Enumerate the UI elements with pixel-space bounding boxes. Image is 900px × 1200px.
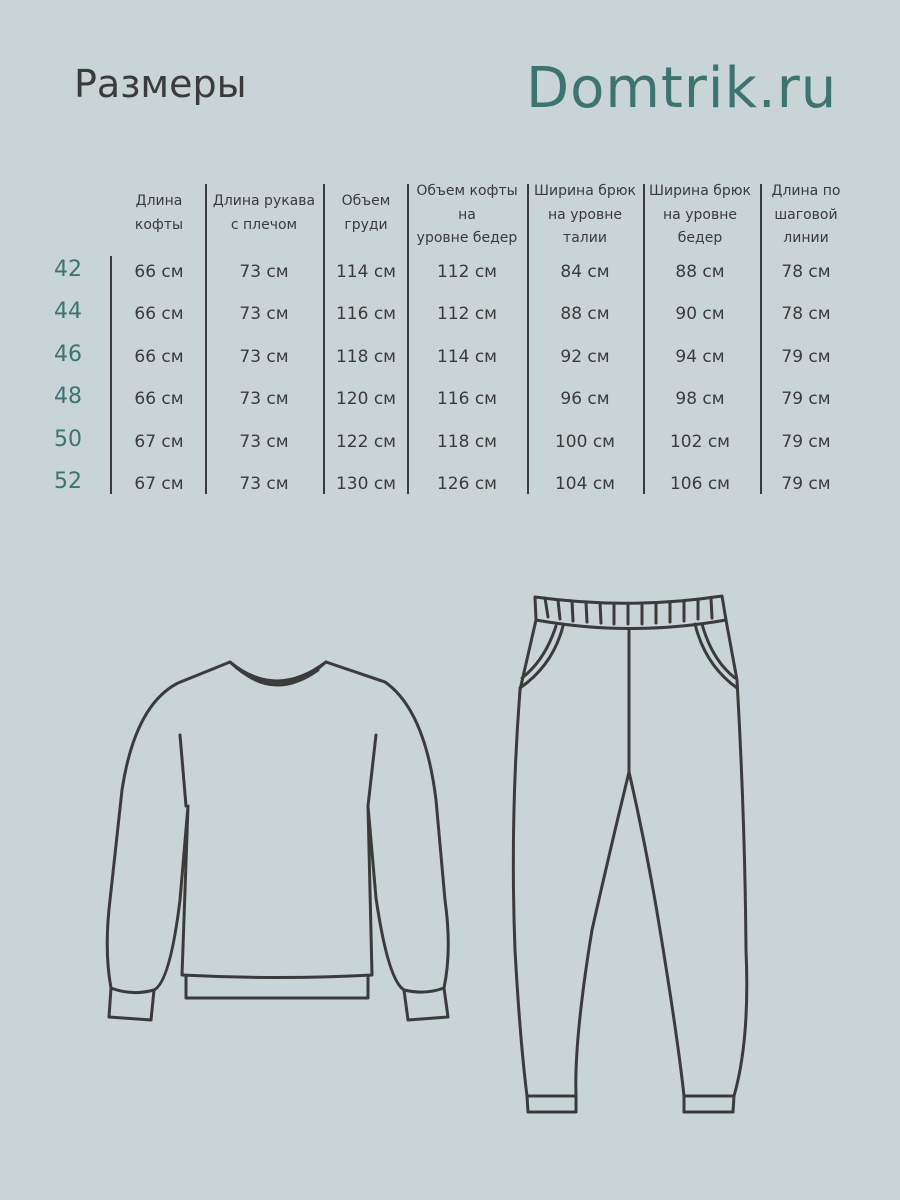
table-cell: 73 см [239,432,289,452]
pants-icon [513,596,746,1112]
table-cell: 122 см [335,432,397,452]
column-header-line: Объем [341,193,391,209]
table-cell: 118 см [335,347,397,367]
column-header-line: с плечом [230,216,298,233]
table-cell: 130 см [335,474,397,494]
table-cell: 100 см [554,432,616,452]
table-cell: 84 см [560,262,610,282]
column-header-line: Длина по [771,183,841,199]
table-cell: 67 см [134,432,184,452]
column-header-line: Длина рукава [212,193,316,209]
table-cell: 88 см [560,304,610,324]
column-header-line: на [458,206,476,223]
table-cell: 66 см [134,389,184,409]
size-label: 50 [54,427,82,452]
table-cell: 73 см [239,389,289,409]
table-cell: 66 см [134,304,184,324]
column-header-line: шаговой [774,206,838,223]
column-header-line: груди [344,216,388,233]
column-header-line: бедер [677,230,723,246]
table-cell: 112 см [436,304,498,324]
table-cell: 73 см [239,262,289,282]
column-header-line: кофты [134,216,184,233]
column-header-line: линии [783,230,829,246]
size-label: 52 [54,469,82,494]
brand-logo-text: Domtrik.ru [526,56,838,121]
table-cell: 118 см [436,432,498,452]
table-cell: 67 см [134,474,184,494]
table-cell: 104 см [554,474,616,494]
column-header-line: на уровне [548,206,622,223]
table-cell: 79 см [781,474,831,494]
size-label: 44 [54,299,82,324]
table-cell: 66 см [134,347,184,367]
page-title: Размеры [74,62,247,106]
table-cell: 66 см [134,262,184,282]
table-cell: 73 см [239,347,289,367]
table-cell: 102 см [669,432,731,452]
table-cell: 92 см [560,347,610,367]
table-cell: 116 см [436,389,498,409]
table-cell: 96 см [560,389,610,409]
table-cell: 98 см [675,389,725,409]
table-cell: 114 см [335,262,397,282]
table-cell: 73 см [239,304,289,324]
table-cell: 78 см [781,262,831,282]
column-header-line: Объем кофты [416,183,518,199]
column-header-line: Ширина брюк [649,183,751,199]
column-header-line: Ширина брюк [534,183,636,199]
size-label: 48 [54,384,82,409]
table-cell: 120 см [335,389,397,409]
table-cell: 88 см [675,262,725,282]
table-cell: 94 см [675,347,725,367]
column-header-line: Длина [135,193,183,209]
sweatshirt-icon [107,662,448,1020]
table-cell: 79 см [781,347,831,367]
table-cell: 90 см [675,304,725,324]
table-cell: 106 см [669,474,731,494]
table-cell: 79 см [781,432,831,452]
size-label: 42 [54,257,82,282]
table-cell: 79 см [781,389,831,409]
column-header-line: уровне бедер [416,230,518,246]
table-cell: 114 см [436,347,498,367]
table-cell: 116 см [335,304,397,324]
column-header-line: на уровне [663,206,737,223]
table-cell: 112 см [436,262,498,282]
column-header-line: талии [563,230,607,246]
table-cell: 73 см [239,474,289,494]
size-label: 46 [54,342,82,367]
table-cell: 78 см [781,304,831,324]
table-cell: 126 см [436,474,498,494]
